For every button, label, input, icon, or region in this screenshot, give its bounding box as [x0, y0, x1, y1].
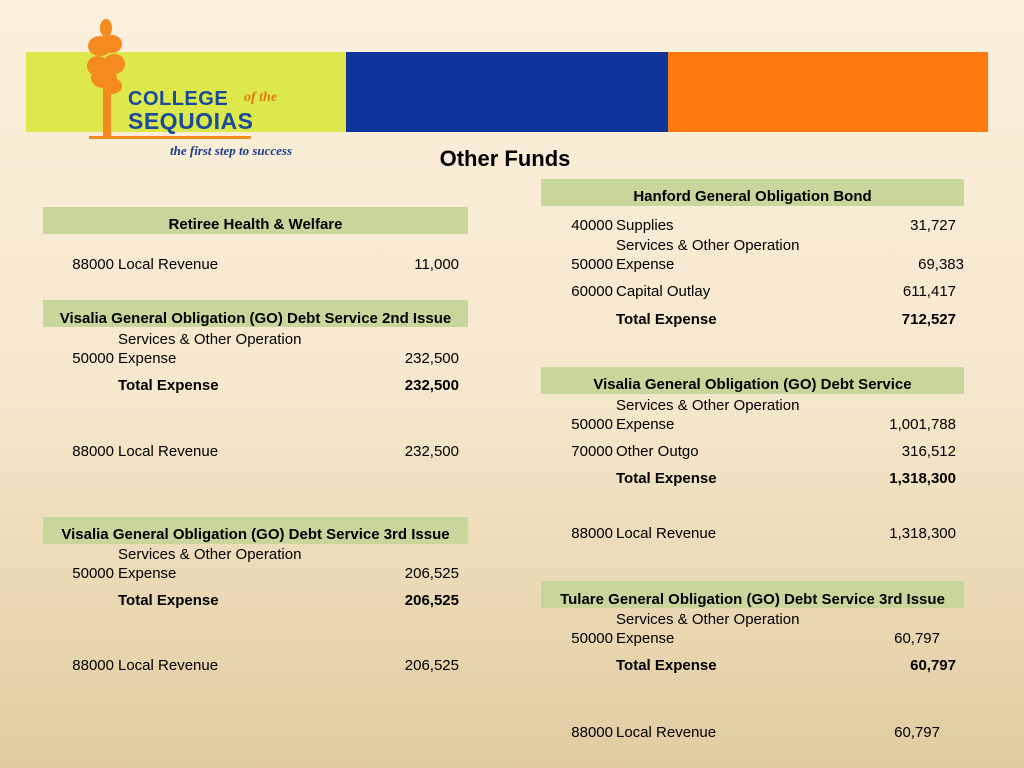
visalia-3rd-services-label-line2: Expense: [118, 565, 177, 582]
visalia-go-outgo-code: 70000: [571, 443, 613, 460]
hanford-services-label-line2: Expense: [616, 256, 675, 273]
hanford-capital-code: 60000: [571, 283, 613, 300]
visalia-3rd-services-code: 50000: [72, 565, 114, 582]
hanford-supplies-amount: 31,727: [910, 217, 956, 234]
tulare-services-code: 50000: [571, 630, 613, 647]
visalia-2nd-services-label-line1: Services & Other Operation: [118, 331, 302, 348]
visalia-2nd-header: Visalia General Obligation (GO) Debt Service 2nd Issue: [43, 300, 468, 327]
visalia-go-revenue-label: Local Revenue: [616, 525, 717, 542]
visalia-go-outgo-label: Other Outgo: [616, 443, 699, 460]
tulare-services-label-line2: Expense: [616, 630, 675, 647]
visalia-go-total-label: Total Expense: [616, 470, 717, 487]
hanford-total-amount: 712,527: [901, 311, 956, 328]
hanford-services-code: 50000: [571, 256, 613, 273]
visalia-go-services-label-line1: Services & Other Operation: [616, 397, 800, 414]
tulare-total-label: Total Expense: [616, 657, 717, 674]
logo-college-text: COLLEGE: [128, 88, 229, 110]
visalia-3rd-header: Visalia General Obligation (GO) Debt Service 3rd Issue: [43, 517, 468, 544]
tulare-services-amount: 60,797: [894, 630, 940, 647]
visalia-2nd-total-amount: 232,500: [404, 377, 459, 394]
visalia-2nd-services-label-line2: Expense: [118, 350, 177, 367]
hanford-capital-label: Capital Outlay: [616, 283, 711, 300]
hanford-services-label-line1: Services & Other Operation: [616, 237, 800, 254]
visalia-3rd-revenue-amount: 206,525: [404, 657, 459, 674]
retiree-header: Retiree Health & Welfare: [43, 207, 468, 234]
visalia-3rd-total-amount: 206,525: [404, 592, 459, 609]
visalia-2nd-revenue-code: 88000: [72, 443, 114, 460]
retiree-revenue-amount: 11,000: [414, 256, 459, 273]
visalia-3rd-revenue-code: 88000: [72, 657, 114, 674]
visalia-2nd-services-code: 50000: [72, 350, 114, 367]
visalia-2nd-revenue-label: Local Revenue: [118, 443, 219, 460]
banner-orange: [668, 52, 988, 132]
visalia-3rd-total-label: Total Expense: [118, 592, 219, 609]
hanford-supplies-label: Supplies: [616, 217, 674, 234]
visalia-go-revenue-code: 88000: [571, 525, 613, 542]
tulare-services-label-line1: Services & Other Operation: [616, 611, 800, 628]
hanford-total-label: Total Expense: [616, 311, 717, 328]
hanford-services-amount: 69,383: [918, 256, 964, 273]
tulare-revenue-label: Local Revenue: [616, 724, 717, 741]
visalia-2nd-services-amount: 232,500: [404, 350, 459, 367]
tulare-revenue-amount: 60,797: [894, 724, 940, 741]
hanford-supplies-code: 40000: [571, 217, 613, 234]
visalia-3rd-services-amount: 206,525: [404, 565, 459, 582]
visalia-go-services-code: 50000: [571, 416, 613, 433]
logo-sequoias-text: SEQUOIAS: [128, 108, 254, 134]
visalia-go-revenue-amount: 1,318,300: [889, 525, 956, 542]
visalia-2nd-total-label: Total Expense: [118, 377, 219, 394]
visalia-go-services-amount: 1,001,788: [889, 416, 956, 433]
tulare-total-amount: 60,797: [910, 657, 956, 674]
visalia-go-outgo-amount: 316,512: [901, 443, 956, 460]
hanford-capital-amount: 611,417: [902, 283, 956, 300]
visalia-3rd-services-label-line1: Services & Other Operation: [118, 546, 302, 563]
logo-tagline: the first step to success: [170, 143, 293, 158]
visalia-go-total-amount: 1,318,300: [889, 470, 956, 487]
tulare-revenue-code: 88000: [571, 724, 613, 741]
visalia-go-services-label-line2: Expense: [616, 416, 675, 433]
visalia-3rd-revenue-label: Local Revenue: [118, 657, 219, 674]
retiree-revenue-code: 88000: [72, 256, 114, 273]
visalia-2nd-revenue-amount: 232,500: [404, 443, 459, 460]
banner-navy: [346, 52, 668, 132]
tulare-3rd-header: Tulare General Obligation (GO) Debt Service 3rd Issue: [541, 581, 964, 608]
visalia-go-header: Visalia General Obligation (GO) Debt Service: [541, 367, 964, 394]
logo-of-the-text: of the: [244, 90, 278, 105]
hanford-header: Hanford General Obligation Bond: [541, 179, 964, 206]
page-title: Other Funds: [439, 146, 571, 171]
retiree-revenue-label: Local Revenue: [118, 256, 219, 273]
